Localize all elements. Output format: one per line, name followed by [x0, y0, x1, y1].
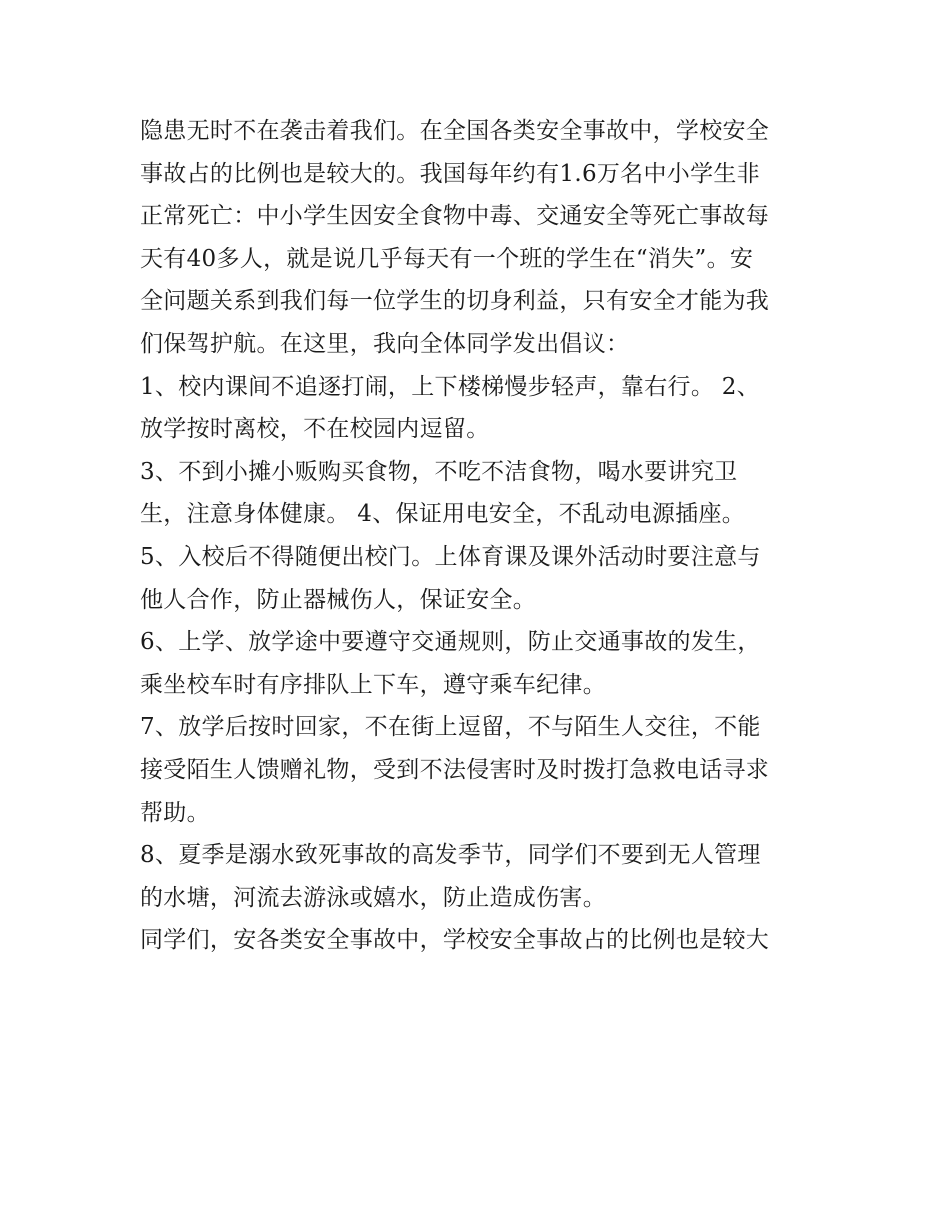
- text-line: 们保驾护航。在这里，我向全体同学发出倡议：: [140, 330, 630, 357]
- body-text: [140, 110, 820, 962]
- text-line: 隐患无时不在袭击着我们。在全国各类安全事故中，学校安全: [140, 118, 770, 144]
- text-line: 正常死亡：中小学生因安全食物中毒、交通安全等死亡事故每: [140, 203, 770, 230]
- text-line: 生，注意身体健康。 4、保证用电安全，不乱动电源插座。: [140, 501, 746, 528]
- text-line: 1、校内课间不追逐打闹，上下楼梯慢步轻声，靠右行。 2、: [140, 373, 760, 400]
- text-line: 全问题关系到我们每一位学生的切身利益，只有安全才能为我: [140, 288, 770, 315]
- text-line: 事故占的比例也是较大的。我国每年约有1.6万名中小学生非: [140, 160, 760, 187]
- text-line: 他人合作，防止器械伤人，保证安全。: [140, 586, 537, 613]
- text-line: 乘坐校车时有序排队上下车，遵守乘车纪律。: [140, 671, 606, 698]
- text-line: 天有40多人，就是说几乎每天有一个班的学生在“消失”。安: [140, 245, 754, 272]
- text-line: 8、夏季是溺水致死事故的高发季节，同学们不要到无人管理: [140, 842, 761, 869]
- text-line: 3、不到小摊小贩购买食物，不吃不洁食物，喝水要讲究卫: [140, 458, 738, 485]
- text-line: 6、上学、放学途中要遵守交通规则，防止交通事故的发生，: [140, 629, 761, 656]
- text-line: 7、放学后按时回家，不在街上逗留，不与陌生人交往，不能: [140, 714, 761, 741]
- text-line: 帮助。: [140, 799, 210, 826]
- text-line: 的水塘，河流去游泳或嬉水，防止造成伤害。: [140, 884, 606, 911]
- text-line: 接受陌生人馈赠礼物，受到不法侵害时及时拨打急救电话寻求: [140, 756, 770, 783]
- text-line: 放学按时离校，不在校园内逗留。: [140, 416, 490, 443]
- text-line: 5、入校后不得随便出校门。上体育课及课外活动时要注意与: [140, 543, 761, 570]
- text-line: 同学们，安各类安全事故中，学校安全事故占的比例也是较大: [140, 927, 770, 954]
